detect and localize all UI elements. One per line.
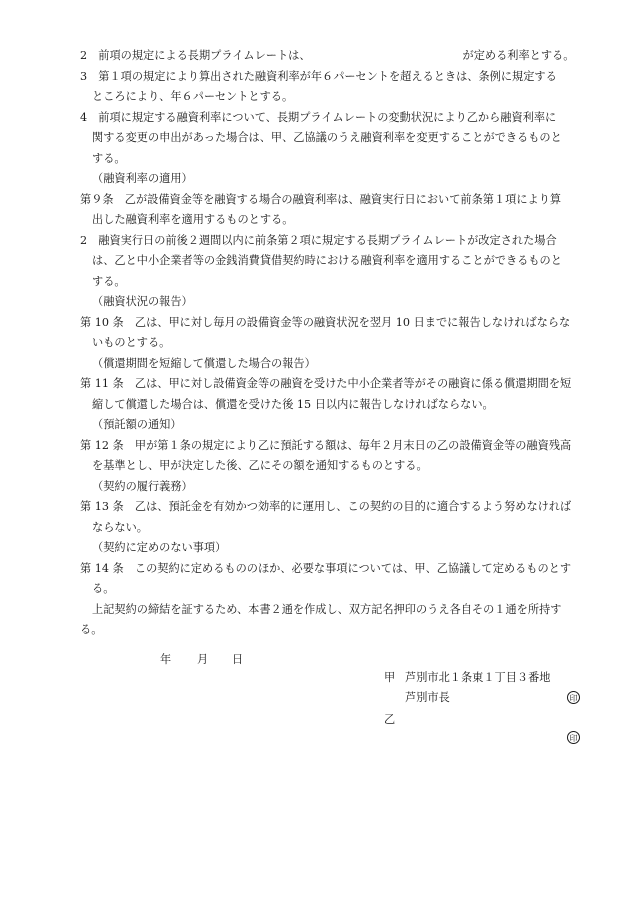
party-a-label: 甲 <box>384 671 396 684</box>
section-heading: （契約に定めのない事項） <box>92 541 227 554</box>
date-year: 年 <box>160 653 172 666</box>
clause-line: 4 前項に規定する融資利率について、長期プライムレートの変動状況により乙から融資利率に <box>80 111 557 124</box>
clause-line: る。 <box>92 582 115 595</box>
clause-line: ならない。 <box>92 521 148 534</box>
article-line: 第 10 条 乙は、甲に対し毎月の設備資金等の融資状況を翌月 10 日までに報告しなければならな <box>80 316 571 329</box>
article-line: 第 12 条 甲が第１条の規定により乙に預託する額は、毎年２月末日の乙の設備資金等の融資残高 <box>80 439 572 452</box>
clause-line: 縮して償還した場合は、償還を受けた後 15 日以内に報告しなければならない。 <box>92 398 494 411</box>
clause-text: が定める利率とする。 <box>462 49 575 62</box>
date-day: 日 <box>232 653 244 666</box>
clause-line: は、乙と中小企業者等の金銭消費貸借契約時における融資利率を適用することができるものと <box>92 254 562 267</box>
clause-line: する。 <box>92 152 126 165</box>
clause-line: 3 第１項の規定により算出された融資利率が年６パーセントを超えるときは、条例に規定する <box>80 70 557 83</box>
clause-line: 2 融資実行日の前後２週間以内に前条第２項に規定する長期プライムレートが改定された場合 <box>80 234 557 247</box>
section-heading: （償還期間を短縮して償還した場合の報告） <box>92 357 316 370</box>
closing-statement: る。 <box>80 623 103 636</box>
section-heading: （預託額の通知） <box>92 418 182 431</box>
seal-mark-a: 印 <box>567 691 580 704</box>
clause-line: 関する変更の申出があった場合は、甲、乙協議のうえ融資利率を変更することができるものと <box>92 131 562 144</box>
closing-statement: 上記契約の締結を証するため、本書２通を作成し、双方記名押印のうえ各自その１通を所持す <box>92 603 562 616</box>
article-line: 第 11 条 乙は、甲に対し設備資金等の融資を受けた中小企業者等がその融資に係る償還期間を短 <box>80 377 572 390</box>
party-a-title: 芦別市長 <box>405 691 450 704</box>
clause-line <box>80 48 574 63</box>
clause-line: いものとする。 <box>92 336 171 349</box>
section-heading: （融資利率の適用） <box>92 172 193 185</box>
section-heading: （契約の履行義務） <box>92 480 193 493</box>
article-line: 第９条 乙が設備資金等を融資する場合の融資利率は、融資実行日において前条第１項により算 <box>80 193 562 206</box>
clause-line: を基準とし、甲が決定した後、乙にその額を通知するものとする。 <box>92 459 428 472</box>
party-b-label: 乙 <box>384 713 396 726</box>
date-month: 月 <box>197 653 209 666</box>
article-line: 第 13 条 乙は、預託金を有効かつ効率的に運用し、この契約の目的に適合するよう努めなければ <box>80 500 572 513</box>
clause-line: 出した融資利率を適用するものとする。 <box>92 213 294 226</box>
seal-mark-b: 印 <box>567 731 580 744</box>
party-a-address: 芦別市北１条東１丁目３番地 <box>405 671 551 684</box>
clause-line: する。 <box>92 275 126 288</box>
clause-line: ところにより、年６パーセントとする。 <box>92 90 294 103</box>
clause-text: 2 前項の規定による長期プライムレートは、 <box>80 49 311 62</box>
article-line: 第 14 条 この契約に定めるもののほか、必要な事項については、甲、乙協議して定めるものとす <box>80 562 572 575</box>
section-heading: （融資状況の報告） <box>92 295 193 308</box>
